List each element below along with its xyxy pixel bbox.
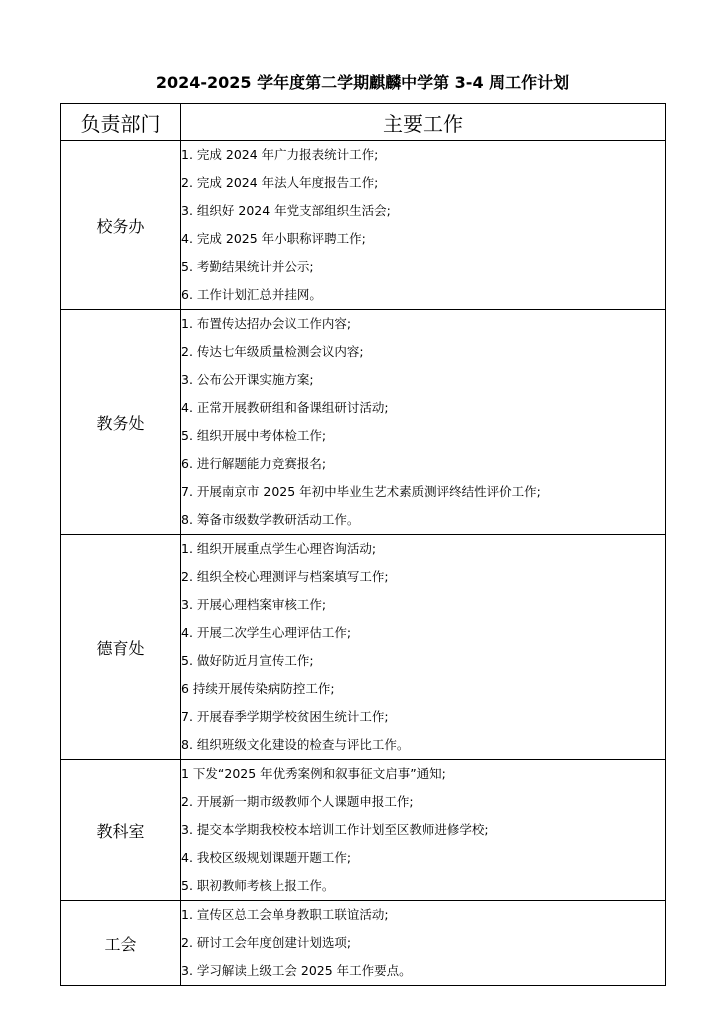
task-item: 3. 组织好 2024 年党支部组织生活会; xyxy=(181,203,391,218)
task-item: 5. 组织开展中考体检工作; xyxy=(181,428,327,443)
task-item: 1. 布置传达招办会议工作内容; xyxy=(181,316,352,331)
task-item: 1. 宣传区总工会单身教职工联谊活动; xyxy=(181,907,389,922)
task-item: 4. 开展二次学生心理评估工作; xyxy=(181,625,352,640)
task-item: 4. 完成 2025 年小职称评聘工作; xyxy=(181,231,366,246)
table-row xyxy=(61,535,666,760)
task-list xyxy=(181,760,665,900)
task-item: 2. 传达七年级质量检测会议内容; xyxy=(181,344,364,359)
task-list xyxy=(181,535,665,759)
table-row xyxy=(61,760,666,901)
table-row xyxy=(61,901,666,986)
tasks-cell xyxy=(181,760,666,901)
task-item: 4. 我校区级规划课题开题工作; xyxy=(181,850,352,865)
department-cell: 德育处 xyxy=(61,535,181,760)
header-dept: 负责部门 xyxy=(61,104,181,141)
task-item: 6. 工作计划汇总并挂网。 xyxy=(181,287,322,302)
task-item: 3. 开展心理档案审核工作; xyxy=(181,597,327,612)
department-cell: 教科室 xyxy=(61,760,181,901)
table-body xyxy=(61,141,666,986)
tasks-cell xyxy=(181,901,666,986)
task-list xyxy=(181,310,665,534)
task-item: 7. 开展南京市 2025 年初中毕业生艺术素质测评终结性评价工作; xyxy=(181,484,541,499)
task-list xyxy=(181,901,665,985)
tasks-cell xyxy=(181,535,666,760)
task-item: 5. 考勤结果统计并公示; xyxy=(181,259,314,274)
table-row xyxy=(61,141,666,310)
task-item: 3. 提交本学期我校校本培训工作计划至区教师进修学校; xyxy=(181,822,489,837)
table-header-row xyxy=(61,104,666,141)
task-list xyxy=(181,141,665,309)
task-item: 8. 筹备市级数学教研活动工作。 xyxy=(181,512,360,527)
task-item: 6 持续开展传染病防控工作; xyxy=(181,681,335,696)
task-item: 1. 完成 2024 年广力报表统计工作; xyxy=(181,147,379,162)
task-item: 3. 学习解读上级工会 2025 年工作要点。 xyxy=(181,963,412,978)
tasks-cell xyxy=(181,310,666,535)
task-item: 2. 完成 2024 年法人年度报告工作; xyxy=(181,175,379,190)
task-item: 8. 组织班级文化建设的检查与评比工作。 xyxy=(181,737,410,752)
page-title: 2024-2025 学年度第二学期麒麟中学第 3-4 周工作计划 xyxy=(155,73,570,92)
task-item: 6. 进行解题能力竞赛报名; xyxy=(181,456,327,471)
task-item: 4. 正常开展教研组和备课组研讨活动; xyxy=(181,400,389,415)
department-cell: 教务处 xyxy=(61,310,181,535)
task-item: 2. 开展新一期市级教师个人课题申报工作; xyxy=(181,794,414,809)
department-cell: 校务办 xyxy=(61,141,181,310)
tasks-cell xyxy=(181,141,666,310)
task-item: 7. 开展春季学期学校贫困生统计工作; xyxy=(181,709,389,724)
task-item: 5. 做好防近月宣传工作; xyxy=(181,653,314,668)
task-item: 1. 组织开展重点学生心理咨询活动; xyxy=(181,541,377,556)
header-work: 主要工作 xyxy=(181,104,666,141)
task-item: 1 下发“2025 年优秀案例和叙事征文启事”通知; xyxy=(181,766,446,781)
task-item: 2. 研讨工会年度创建计划选项; xyxy=(181,935,352,950)
table-row xyxy=(61,310,666,535)
task-item: 3. 公布公开课实施方案; xyxy=(181,372,314,387)
task-item: 2. 组织全校心理测评与档案填写工作; xyxy=(181,569,389,584)
department-cell: 工会 xyxy=(61,901,181,986)
work-plan-table xyxy=(60,103,666,986)
task-item: 5. 职初教师考核上报工作。 xyxy=(181,878,335,893)
